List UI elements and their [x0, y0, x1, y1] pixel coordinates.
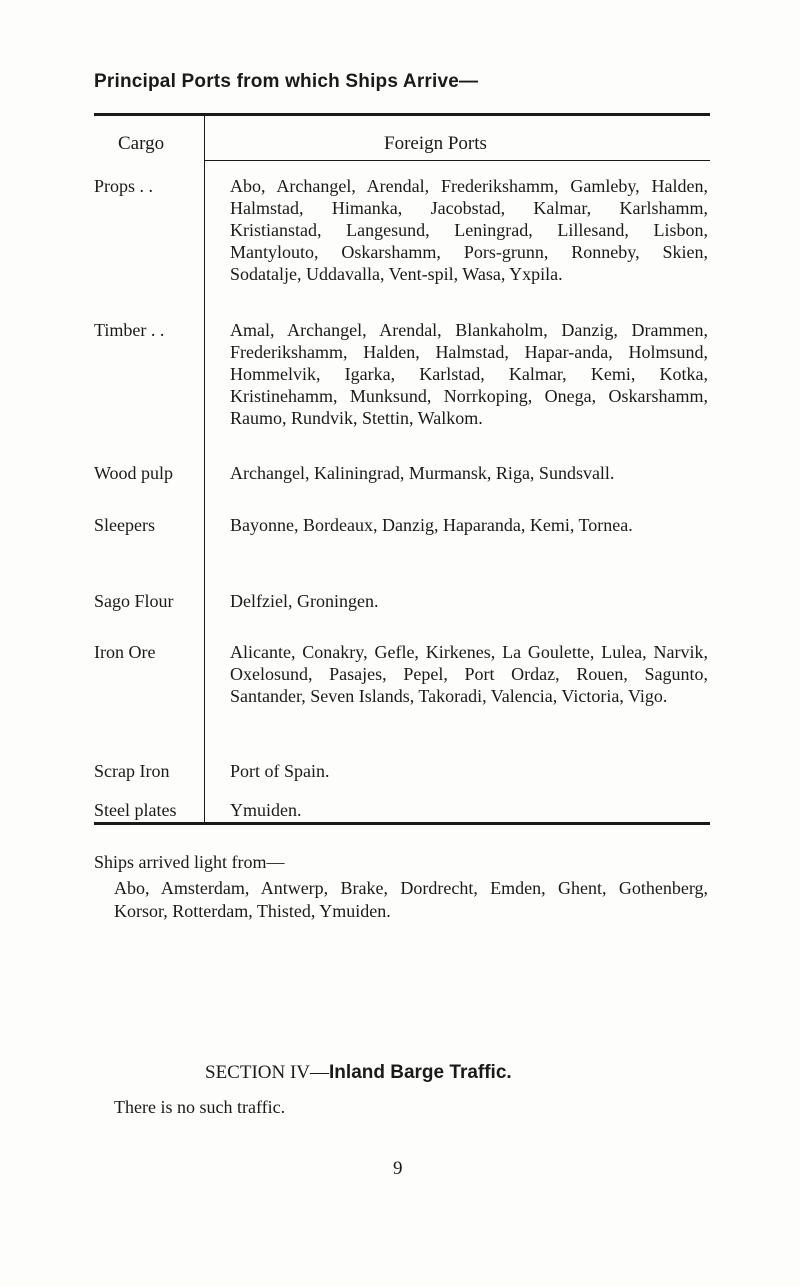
column-header-cargo: Cargo [118, 133, 165, 154]
cargo-cell: Timber . . [94, 320, 165, 340]
section-label: SECTION IV [205, 1062, 311, 1083]
cargo-cell: Steel plates [94, 800, 177, 820]
section-dash: — [310, 1062, 330, 1083]
ports-cell: Bayonne, Bordeaux, Danzig, Haparanda, Kemi, Tornea. [230, 515, 633, 535]
ports-cell: Delfziel, Groningen. [230, 591, 379, 611]
arrived-light-ports: Abo, Amsterdam, Antwerp, Brake, Dordrecht, Emden, Ghent, Gothenberg, Korsor, Rotterdam, Thisted, Ymuiden. [114, 878, 708, 921]
page-number: 9 [393, 1158, 403, 1179]
ports-cell: Ymuiden. [230, 800, 302, 820]
ports-cell: Amal, Archangel, Arendal, Blankaholm, Danzig, Drammen, Frederikshamm, Halden, Halmstad, Hapar-anda, Holmsund, Hommelvik, Igarka, Karlstad, Kalmar, Kemi, Kotka, Kristinehamm, Munksund, Norrkoping, Onega, Oskarshamm, Raumo, Rundvik, Stettin, Walkom. [230, 320, 708, 428]
arrived-light-title: Ships arrived light from— [94, 852, 285, 872]
header-underline [204, 160, 710, 161]
cargo-cell: Sago Flour [94, 591, 174, 611]
page-heading: Principal Ports from which Ships Arrive— [94, 71, 479, 92]
cargo-cell: Scrap Iron [94, 761, 170, 781]
table-column-divider [204, 116, 205, 823]
table-bottom-rule [94, 822, 710, 825]
section-text: There is no such traffic. [114, 1097, 286, 1117]
table-top-rule [94, 113, 710, 116]
ports-cell: Port of Spain. [230, 761, 330, 781]
section-heading [205, 1062, 512, 1084]
column-header-foreign-ports: Foreign Ports [384, 133, 487, 154]
cargo-cell: Iron Ore [94, 642, 156, 662]
cargo-cell: Props . . [94, 176, 154, 196]
ports-cell: Alicante, Conakry, Gefle, Kirkenes, La Goulette, Lulea, Narvik, Oxelosund, Pasajes, Pepel, Port Ordaz, Rouen, Sagunto, Santander, Seven Islands, Takoradi, Valencia, Victoria, Vigo. [230, 642, 708, 706]
ports-cell: Abo, Archangel, Arendal, Frederikshamm, Gamleby, Halden, Halmstad, Himanka, Jacobstad, Kalmar, Karlshamm, Kristianstad, Langesund, Leningrad, Lillesand, Lisbon, Mantylouto, Oskarshamm, Pors-grunn, Ronneby, Skien, Sodatalje, Uddavalla, Vent-spil, Wasa, Yxpila. [230, 176, 708, 284]
section-title: Inland Barge Traffic. [329, 1062, 512, 1083]
cargo-cell: Wood pulp [94, 463, 174, 483]
ports-cell: Archangel, Kaliningrad, Murmansk, Riga, Sundsvall. [230, 463, 615, 483]
cargo-cell: Sleepers [94, 515, 155, 535]
